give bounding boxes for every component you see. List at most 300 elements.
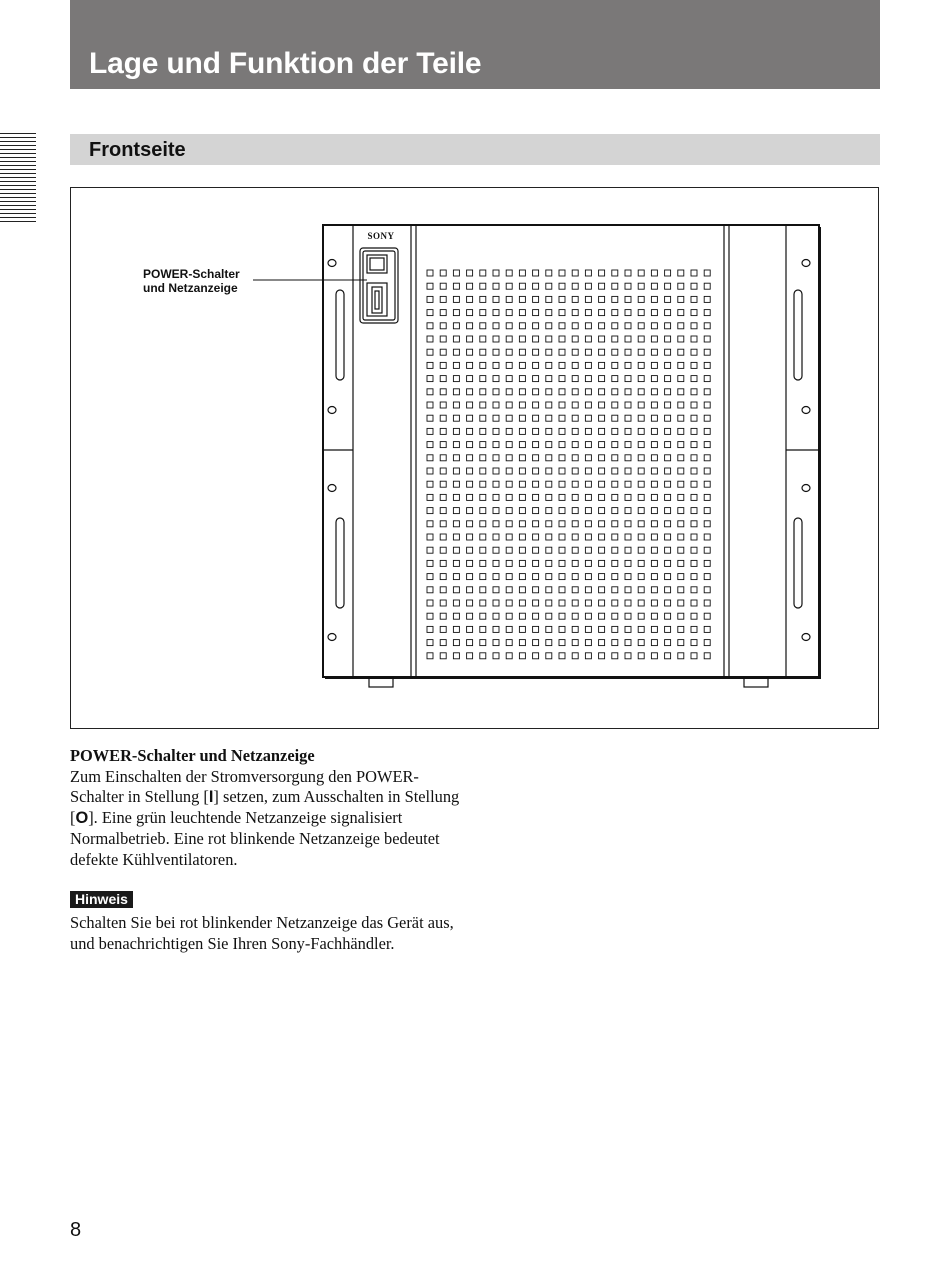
vent-hole	[585, 574, 591, 580]
vent-hole	[651, 389, 657, 395]
vent-hole	[691, 534, 697, 540]
vent-hole	[665, 442, 671, 448]
vent-hole	[572, 376, 578, 382]
vent-hole	[506, 310, 512, 316]
vent-hole	[506, 428, 512, 434]
vent-hole	[638, 296, 644, 302]
vent-hole	[467, 534, 473, 540]
vent-hole	[665, 296, 671, 302]
vent-hole	[427, 574, 433, 580]
vent-hole	[651, 534, 657, 540]
vent-hole	[638, 468, 644, 474]
vent-hole	[704, 547, 710, 553]
vent-hole	[519, 296, 525, 302]
vent-hole	[665, 534, 671, 540]
vent-hole	[638, 653, 644, 659]
vent-hole	[691, 613, 697, 619]
vent-hole	[453, 402, 459, 408]
vent-hole	[585, 560, 591, 566]
vent-hole	[704, 481, 710, 487]
vent-hole	[546, 455, 552, 461]
vent-hole	[585, 508, 591, 514]
vent-hole	[546, 600, 552, 606]
vent-hole	[678, 376, 684, 382]
vent-hole	[493, 455, 499, 461]
vent-hole	[440, 428, 446, 434]
vent-hole	[678, 626, 684, 632]
vent-hole	[546, 494, 552, 500]
vent-hole	[467, 270, 473, 276]
vent-hole	[453, 547, 459, 553]
vent-hole	[612, 534, 618, 540]
vent-hole	[625, 336, 631, 342]
vent-hole	[599, 626, 605, 632]
vent-hole	[467, 455, 473, 461]
vent-hole	[559, 600, 565, 606]
vent-hole	[453, 521, 459, 527]
vent-hole	[533, 626, 539, 632]
vent-hole	[678, 560, 684, 566]
vent-hole	[440, 349, 446, 355]
vent-hole	[546, 613, 552, 619]
vent-hole	[493, 534, 499, 540]
front-panel-figure	[70, 187, 879, 729]
vent-hole	[651, 376, 657, 382]
vent-hole	[519, 481, 525, 487]
vent-hole	[572, 508, 578, 514]
vent-hole	[585, 389, 591, 395]
vent-hole	[625, 310, 631, 316]
vent-hole	[599, 547, 605, 553]
vent-hole	[493, 613, 499, 619]
vent-hole	[467, 323, 473, 329]
vent-hole	[453, 613, 459, 619]
description-text-3: ]. Eine grün leuchtende Netzanzeige signalisiert Normalbetrieb. Eine rot blinkende Netzanzeige bedeutet defekte Kühlventilatoren.	[70, 808, 440, 869]
vent-hole	[704, 376, 710, 382]
vent-hole	[480, 442, 486, 448]
callout-line-2: und Netzanzeige	[143, 281, 238, 295]
vent-hole	[427, 613, 433, 619]
vent-hole	[546, 283, 552, 289]
vent-hole	[651, 428, 657, 434]
vent-hole	[440, 508, 446, 514]
vent-hole	[678, 481, 684, 487]
vent-hole	[704, 415, 710, 421]
vent-hole	[585, 494, 591, 500]
vent-hole	[533, 270, 539, 276]
vent-hole	[585, 587, 591, 593]
page-number: 8	[70, 1219, 82, 1241]
vent-hole	[638, 362, 644, 368]
vent-hole	[559, 336, 565, 342]
vent-hole	[638, 587, 644, 593]
vent-hole	[572, 349, 578, 355]
vent-hole	[467, 376, 473, 382]
vent-hole	[612, 508, 618, 514]
vent-hole	[427, 428, 433, 434]
vent-hole	[691, 626, 697, 632]
vent-hole	[440, 270, 446, 276]
vent-hole	[533, 296, 539, 302]
vent-hole	[533, 613, 539, 619]
vent-hole	[427, 442, 433, 448]
vent-hole	[678, 296, 684, 302]
vent-hole	[678, 547, 684, 553]
vent-hole	[678, 283, 684, 289]
vent-hole	[704, 389, 710, 395]
vent-hole	[480, 640, 486, 646]
vent-hole	[599, 270, 605, 276]
vent-hole	[612, 442, 618, 448]
vent-hole	[691, 270, 697, 276]
vent-hole	[559, 310, 565, 316]
vent-hole	[480, 534, 486, 540]
vent-hole	[612, 626, 618, 632]
vent-hole	[599, 296, 605, 302]
vent-hole	[572, 574, 578, 580]
vent-hole	[678, 428, 684, 434]
vent-hole	[704, 508, 710, 514]
vent-hole	[453, 508, 459, 514]
vent-hole	[625, 547, 631, 553]
vent-hole	[533, 362, 539, 368]
vent-hole	[546, 653, 552, 659]
vent-hole	[599, 600, 605, 606]
vent-hole	[651, 640, 657, 646]
vent-hole	[612, 402, 618, 408]
vent-hole	[427, 587, 433, 593]
vent-hole	[519, 455, 525, 461]
vent-hole	[427, 481, 433, 487]
vent-hole	[651, 574, 657, 580]
vent-hole	[638, 521, 644, 527]
vent-hole	[585, 336, 591, 342]
vent-hole	[533, 521, 539, 527]
vent-hole	[638, 560, 644, 566]
vent-hole	[625, 653, 631, 659]
vent-hole	[665, 362, 671, 368]
vent-hole	[427, 283, 433, 289]
vent-hole	[427, 310, 433, 316]
vent-hole	[519, 270, 525, 276]
vent-hole	[493, 560, 499, 566]
vent-hole	[651, 600, 657, 606]
vent-hole	[585, 455, 591, 461]
vent-hole	[546, 376, 552, 382]
vent-hole	[519, 376, 525, 382]
vent-hole	[453, 481, 459, 487]
section-title: Frontseite	[89, 139, 186, 161]
vent-hole	[638, 310, 644, 316]
vent-hole	[691, 428, 697, 434]
vent-hole	[599, 534, 605, 540]
vent-hole	[440, 389, 446, 395]
vent-hole	[493, 362, 499, 368]
vent-hole	[493, 376, 499, 382]
chapter-tab-marks	[0, 133, 36, 225]
vent-hole	[493, 521, 499, 527]
chapter-title: Lage und Funktion der Teile	[89, 47, 482, 80]
vent-hole	[533, 455, 539, 461]
vent-hole	[519, 521, 525, 527]
vent-hole	[572, 640, 578, 646]
vent-hole	[612, 283, 618, 289]
vent-hole	[480, 494, 486, 500]
vent-hole	[427, 349, 433, 355]
vent-hole	[625, 521, 631, 527]
vent-hole	[651, 626, 657, 632]
vent-hole	[599, 560, 605, 566]
vent-hole	[440, 640, 446, 646]
vent-hole	[704, 310, 710, 316]
vent-hole	[691, 323, 697, 329]
vent-hole	[427, 521, 433, 527]
vent-hole	[625, 494, 631, 500]
vent-hole	[691, 587, 697, 593]
vent-hole	[704, 402, 710, 408]
vent-hole	[572, 323, 578, 329]
vent-hole	[599, 640, 605, 646]
vent-hole	[559, 494, 565, 500]
vent-hole	[638, 613, 644, 619]
vent-hole	[467, 362, 473, 368]
vent-hole	[440, 587, 446, 593]
vent-hole	[546, 362, 552, 368]
vent-hole	[493, 640, 499, 646]
vent-hole	[704, 468, 710, 474]
vent-hole	[678, 415, 684, 421]
vent-hole	[559, 560, 565, 566]
vent-hole	[480, 455, 486, 461]
vent-hole	[638, 455, 644, 461]
vent-hole	[506, 587, 512, 593]
vent-hole	[638, 389, 644, 395]
vent-hole	[493, 296, 499, 302]
vent-hole	[665, 508, 671, 514]
vent-hole	[678, 270, 684, 276]
vent-hole	[585, 296, 591, 302]
vent-hole	[467, 613, 473, 619]
vent-hole	[480, 468, 486, 474]
vent-hole	[625, 455, 631, 461]
vent-hole	[651, 481, 657, 487]
vent-hole	[453, 587, 459, 593]
vent-hole	[625, 376, 631, 382]
vent-hole	[612, 640, 618, 646]
vent-hole	[453, 389, 459, 395]
vent-hole	[638, 442, 644, 448]
vent-hole	[691, 653, 697, 659]
vent-hole	[533, 442, 539, 448]
vent-hole	[559, 402, 565, 408]
vent-hole	[585, 402, 591, 408]
vent-hole	[599, 613, 605, 619]
vent-hole	[665, 428, 671, 434]
vent-hole	[625, 626, 631, 632]
vent-hole	[440, 310, 446, 316]
vent-hole	[612, 521, 618, 527]
vent-hole	[599, 455, 605, 461]
vent-hole	[506, 547, 512, 553]
vent-hole	[467, 560, 473, 566]
vent-hole	[506, 362, 512, 368]
vent-hole	[453, 534, 459, 540]
vent-hole	[651, 442, 657, 448]
vent-hole	[440, 534, 446, 540]
vent-hole	[559, 640, 565, 646]
vent-hole	[704, 574, 710, 580]
vent-hole	[651, 349, 657, 355]
vent-hole	[599, 442, 605, 448]
vent-hole	[519, 402, 525, 408]
vent-hole	[599, 653, 605, 659]
vent-hole	[533, 323, 539, 329]
vent-hole	[427, 494, 433, 500]
vent-hole	[480, 349, 486, 355]
vent-hole	[546, 336, 552, 342]
vent-hole	[533, 547, 539, 553]
vent-hole	[440, 323, 446, 329]
vent-hole	[585, 376, 591, 382]
vent-hole	[533, 534, 539, 540]
vent-hole	[651, 587, 657, 593]
vent-hole	[533, 640, 539, 646]
vent-hole	[506, 574, 512, 580]
vent-hole	[678, 336, 684, 342]
vent-hole	[453, 362, 459, 368]
vent-hole	[585, 415, 591, 421]
vent-hole	[665, 310, 671, 316]
vent-hole	[599, 336, 605, 342]
vent-hole	[599, 494, 605, 500]
vent-hole	[440, 547, 446, 553]
vent-hole	[612, 494, 618, 500]
vent-hole	[559, 323, 565, 329]
vent-hole	[572, 310, 578, 316]
vent-hole	[440, 336, 446, 342]
vent-hole	[665, 574, 671, 580]
vent-hole	[427, 653, 433, 659]
vent-hole	[599, 389, 605, 395]
vent-hole	[572, 521, 578, 527]
vent-hole	[691, 468, 697, 474]
vent-hole	[585, 310, 591, 316]
vent-hole	[427, 534, 433, 540]
vent-hole	[480, 613, 486, 619]
vent-hole	[440, 600, 446, 606]
description-paragraph	[70, 767, 470, 871]
vent-hole	[453, 336, 459, 342]
vent-hole	[625, 362, 631, 368]
vent-hole	[678, 574, 684, 580]
vent-hole	[625, 587, 631, 593]
vent-hole	[678, 442, 684, 448]
vent-hole	[585, 613, 591, 619]
vent-hole	[467, 521, 473, 527]
power-switch-callout	[143, 267, 240, 295]
vent-hole	[519, 442, 525, 448]
vent-hole	[467, 336, 473, 342]
vent-hole	[480, 600, 486, 606]
chapter-header	[70, 0, 880, 89]
vent-hole	[493, 574, 499, 580]
vent-hole	[559, 296, 565, 302]
vent-hole	[453, 415, 459, 421]
vent-hole	[572, 336, 578, 342]
vent-hole	[691, 640, 697, 646]
vent-hole	[546, 574, 552, 580]
vent-hole	[704, 560, 710, 566]
vent-hole	[651, 547, 657, 553]
vent-hole	[480, 402, 486, 408]
vent-hole	[638, 402, 644, 408]
vent-hole	[704, 653, 710, 659]
vent-hole	[427, 640, 433, 646]
vent-hole	[572, 296, 578, 302]
vent-hole	[453, 283, 459, 289]
vent-hole	[427, 336, 433, 342]
vent-hole	[638, 508, 644, 514]
vent-hole	[559, 653, 565, 659]
vent-hole	[599, 310, 605, 316]
vent-hole	[599, 587, 605, 593]
vent-hole	[467, 349, 473, 355]
vent-hole	[493, 481, 499, 487]
vent-hole	[467, 310, 473, 316]
vent-hole	[572, 402, 578, 408]
vent-hole	[453, 428, 459, 434]
vent-hole	[440, 402, 446, 408]
vent-hole	[585, 468, 591, 474]
vent-hole	[506, 468, 512, 474]
vent-hole	[638, 600, 644, 606]
vent-hole	[572, 428, 578, 434]
vent-hole	[453, 626, 459, 632]
vent-hole	[651, 310, 657, 316]
vent-hole	[533, 508, 539, 514]
vent-hole	[480, 653, 486, 659]
vent-hole	[625, 600, 631, 606]
vent-hole	[559, 415, 565, 421]
vent-hole	[612, 336, 618, 342]
vent-hole	[546, 415, 552, 421]
vent-hole	[704, 323, 710, 329]
vent-hole	[506, 494, 512, 500]
vent-hole	[651, 508, 657, 514]
vent-hole	[427, 547, 433, 553]
vent-hole	[506, 270, 512, 276]
vent-hole	[453, 494, 459, 500]
vent-hole	[612, 547, 618, 553]
vent-hole	[625, 613, 631, 619]
vent-hole	[546, 270, 552, 276]
vent-hole	[665, 468, 671, 474]
vent-hole	[506, 402, 512, 408]
vent-hole	[665, 653, 671, 659]
vent-hole	[612, 468, 618, 474]
vent-hole	[704, 455, 710, 461]
vent-hole	[546, 428, 552, 434]
description-text-2: ] setzen, zum Ausschalten in Stellung [	[70, 787, 460, 828]
vent-hole	[665, 402, 671, 408]
vent-hole	[493, 508, 499, 514]
vent-hole	[678, 323, 684, 329]
vent-hole	[651, 455, 657, 461]
vent-hole	[440, 560, 446, 566]
vent-hole	[572, 600, 578, 606]
vent-hole	[704, 428, 710, 434]
vent-hole	[467, 600, 473, 606]
